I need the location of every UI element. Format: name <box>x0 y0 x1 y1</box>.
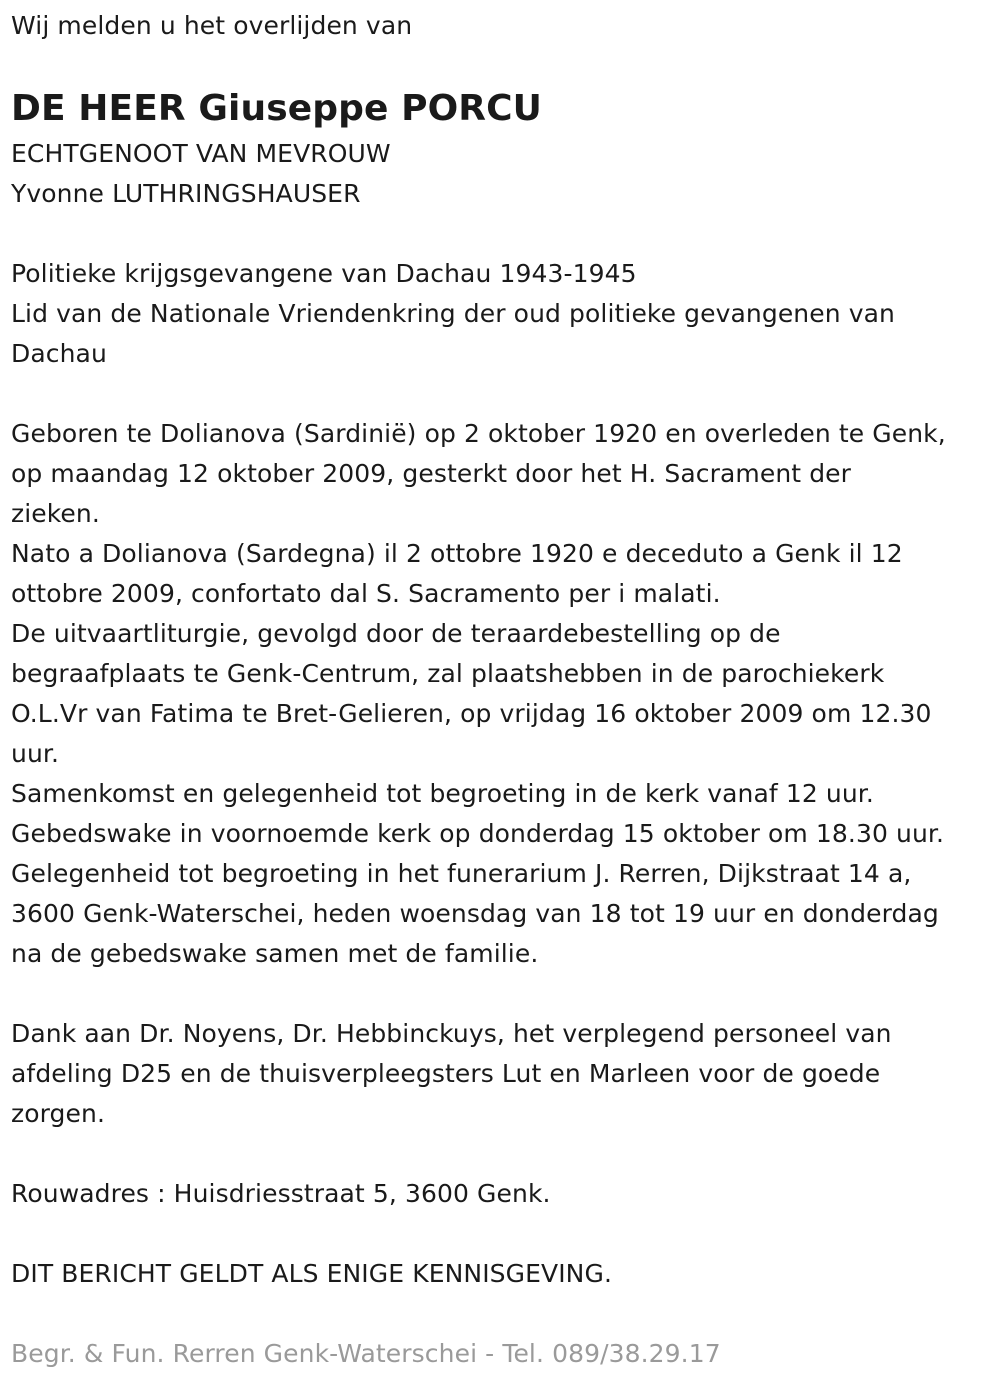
details-line: uur. <box>11 739 60 768</box>
details-line: zieken. <box>11 499 100 528</box>
history-line: Lid van de Nationale Vriendenkring der oud politieke gevangenen van <box>11 299 895 328</box>
spacer <box>11 974 988 1014</box>
closing-statement: DIT BERICHT GELDT ALS ENIGE KENNISGEVING. <box>11 1259 612 1288</box>
details-line: Nato a Dolianova (Sardegna) il 2 ottobre 1920 e deceduto a Genk il 12 <box>11 539 903 568</box>
thanks-line: zorgen. <box>11 1099 105 1128</box>
deceased-name: DE HEER Giuseppe PORCU <box>11 88 542 129</box>
spacer <box>11 1214 988 1254</box>
details-line: Gelegenheid tot begroeting in het funerarium J. Rerren, Dijkstraat 14 a, <box>11 859 912 888</box>
mourning-address: Rouwadres : Huisdriesstraat 5, 3600 Genk. <box>11 1179 551 1208</box>
details-line: O.L.Vr van Fatima te Bret-Gelieren, op vrijdag 16 oktober 2009 om 12.30 <box>11 699 932 728</box>
thanks-line: afdeling D25 en de thuisverpleegsters Lut en Marleen voor de goede <box>11 1059 881 1088</box>
spacer <box>11 374 988 414</box>
details-block <box>11 414 988 974</box>
thanks-line: Dank aan Dr. Noyens, Dr. Hebbinckuys, het verplegend personeel van <box>11 1019 892 1048</box>
details-line: ottobre 2009, confortato dal S. Sacramento per i malati. <box>11 579 721 608</box>
details-line: Gebedswake in voornoemde kerk op donderdag 15 oktober om 18.30 uur. <box>11 819 945 848</box>
details-line: op maandag 12 oktober 2009, gesterkt door het H. Sacrament der <box>11 459 852 488</box>
history-line: Dachau <box>11 339 107 368</box>
thanks-block <box>11 1014 988 1134</box>
spouse-name: Yvonne LUTHRINGSHAUSER <box>11 179 361 208</box>
spacer <box>11 1294 988 1334</box>
history-line: Politieke krijgsgevangene van Dachau 1943-1945 <box>11 259 637 288</box>
details-line: Samenkomst en gelegenheid tot begroeting in de kerk vanaf 12 uur. <box>11 779 874 808</box>
spacer <box>11 214 988 254</box>
history-block <box>11 254 988 374</box>
funeral-home-footer: Begr. & Fun. Rerren Genk-Waterschei - Tel. 089/38.29.17 <box>11 1339 721 1368</box>
spouse-title: ECHTGENOOT VAN MEVROUW <box>11 139 391 168</box>
details-line: begraafplaats te Genk-Centrum, zal plaatshebben in de parochiekerk <box>11 659 885 688</box>
details-line: 3600 Genk-Waterschei, heden woensdag van 18 tot 19 uur en donderdag <box>11 899 939 928</box>
details-line: De uitvaartliturgie, gevolgd door de teraardebestelling op de <box>11 619 781 648</box>
spacer <box>11 1134 988 1174</box>
details-line: Geboren te Dolianova (Sardinië) op 2 oktober 1920 en overleden te Genk, <box>11 419 946 448</box>
intro-text: Wij melden u het overlijden van <box>11 11 413 40</box>
details-line: na de gebedswake samen met de familie. <box>11 939 539 968</box>
